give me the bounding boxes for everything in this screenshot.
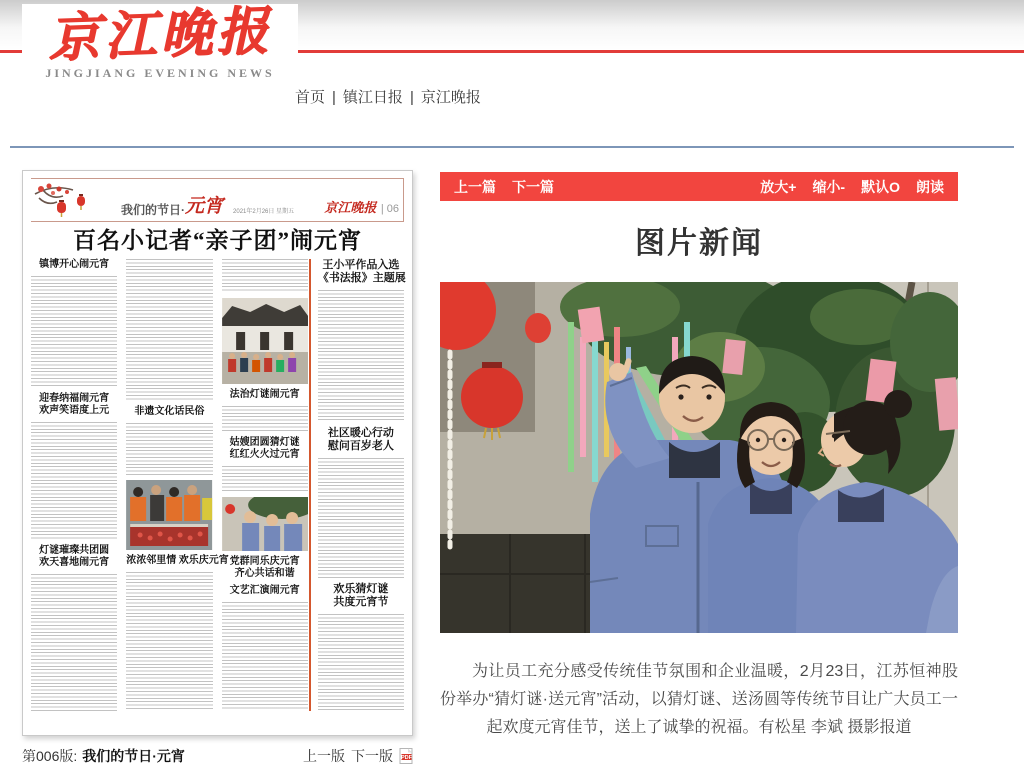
text-lines	[222, 602, 308, 711]
logo-chinese-text: 京江晚报	[47, 3, 273, 68]
nav-separator: |	[409, 89, 414, 106]
paper-section-label: 我们的节日·	[121, 203, 185, 217]
top-navigation	[295, 86, 481, 107]
text-lines	[222, 466, 308, 492]
mini-photo-workers	[222, 497, 308, 551]
read-aloud-button[interactable]: 朗读	[916, 178, 944, 195]
paper-column-4	[309, 259, 404, 711]
article-heading: 文艺汇演闹元宵	[229, 585, 300, 596]
article-heading: 灯谜璀璨共团圆 欢天喜地闹元宵	[39, 545, 110, 568]
previous-article-link[interactable]: 上一篇	[454, 178, 496, 195]
nav-home-link[interactable]: 首页	[295, 89, 326, 106]
article-heading: 浓浓邻里情 欢乐庆元宵	[126, 555, 229, 566]
svg-text:PDF: PDF	[401, 754, 412, 761]
next-article-link[interactable]: 下一篇	[512, 178, 554, 195]
header-divider-line	[10, 146, 1014, 148]
text-lines	[222, 406, 308, 432]
newspaper-page-thumbnail[interactable]	[22, 170, 413, 736]
text-lines	[126, 572, 212, 711]
previous-page-link[interactable]: 上一版	[303, 748, 345, 764]
article-toolbar	[440, 172, 958, 201]
article-heading: 党群同乐庆元宵 齐心共话和谐	[229, 556, 300, 579]
nav-zhenjiang-daily-link[interactable]: 镇江日报	[342, 89, 403, 106]
paper-columns	[31, 259, 404, 711]
logo-english-text: JINGJIANG EVENING NEWS	[45, 66, 275, 80]
article-heading: 迎春纳福闹元宵 欢声笑语度上元	[39, 393, 110, 416]
article-heading: 王小平作品入选 《书法报》主题展	[317, 259, 406, 284]
text-lines	[222, 259, 308, 293]
pdf-icon[interactable]	[399, 748, 414, 764]
paper-section-accent: 元宵	[185, 196, 224, 217]
nav-separator: |	[332, 89, 336, 106]
article-heading: 社区暖心行动 慰问百岁老人	[327, 427, 394, 452]
text-lines	[126, 259, 212, 401]
article-title: 图片新闻	[635, 227, 763, 260]
text-lines	[31, 422, 117, 540]
next-page-link[interactable]: 下一版	[351, 748, 393, 764]
paper-page-number: | 06	[380, 203, 399, 215]
page-footer-bar	[22, 746, 414, 766]
article-heading: 非遗文化话民俗	[134, 406, 205, 417]
paper-masthead	[31, 178, 404, 222]
mini-photo-courtyard	[222, 298, 308, 384]
zoom-out-button[interactable]: 缩小-	[812, 178, 846, 195]
text-lines	[318, 614, 404, 711]
paper-date-line: 2021年2月26日 星期五	[233, 209, 295, 215]
article-heading: 法治灯谜闹元宵	[229, 389, 300, 400]
text-lines	[31, 276, 117, 388]
text-lines	[31, 574, 117, 711]
text-lines	[318, 290, 404, 422]
article-heading: 欢乐猜灯谜 共度元宵节	[333, 583, 389, 608]
paper-column-1	[31, 259, 117, 711]
paper-column-3	[222, 259, 308, 711]
plum-blossom-lantern-ornament	[33, 180, 119, 220]
paper-column-2	[126, 259, 229, 711]
photo-caption: 为让员工充分感受传统佳节氛围和企业温暖，2月23日，江苏恒神股份举办“猜灯谜·送元宵”活动，以猜灯谜、送汤圆等传统节目让广大员工一起欢度元宵佳节，送上了诚挚的祝福。有松星 李斌 摄影报道	[440, 663, 958, 736]
page-number-label: 第006版:	[22, 748, 78, 764]
paper-main-headline: 百名小记者“亲子团”闹元宵	[73, 228, 362, 253]
paper-brand	[324, 197, 399, 217]
nav-jingjiang-evening-link[interactable]: 京江晚报	[420, 89, 481, 106]
zoom-in-button[interactable]: 放大+	[760, 178, 797, 195]
site-logo[interactable]	[22, 4, 298, 98]
mini-photo-making-yuanxiao	[126, 480, 212, 550]
text-lines	[126, 423, 212, 475]
page-section-title: 我们的节日·元宵	[82, 748, 185, 764]
news-photo	[440, 282, 958, 633]
article-heading: 姑嫂团圆猜灯谜 红红火火过元宵	[229, 437, 300, 460]
text-lines	[318, 458, 404, 578]
paper-brand-name: 京江晚报	[324, 200, 377, 215]
default-size-button[interactable]: 默认O	[861, 178, 900, 195]
article-heading: 镇博开心闹元宵	[39, 259, 110, 270]
